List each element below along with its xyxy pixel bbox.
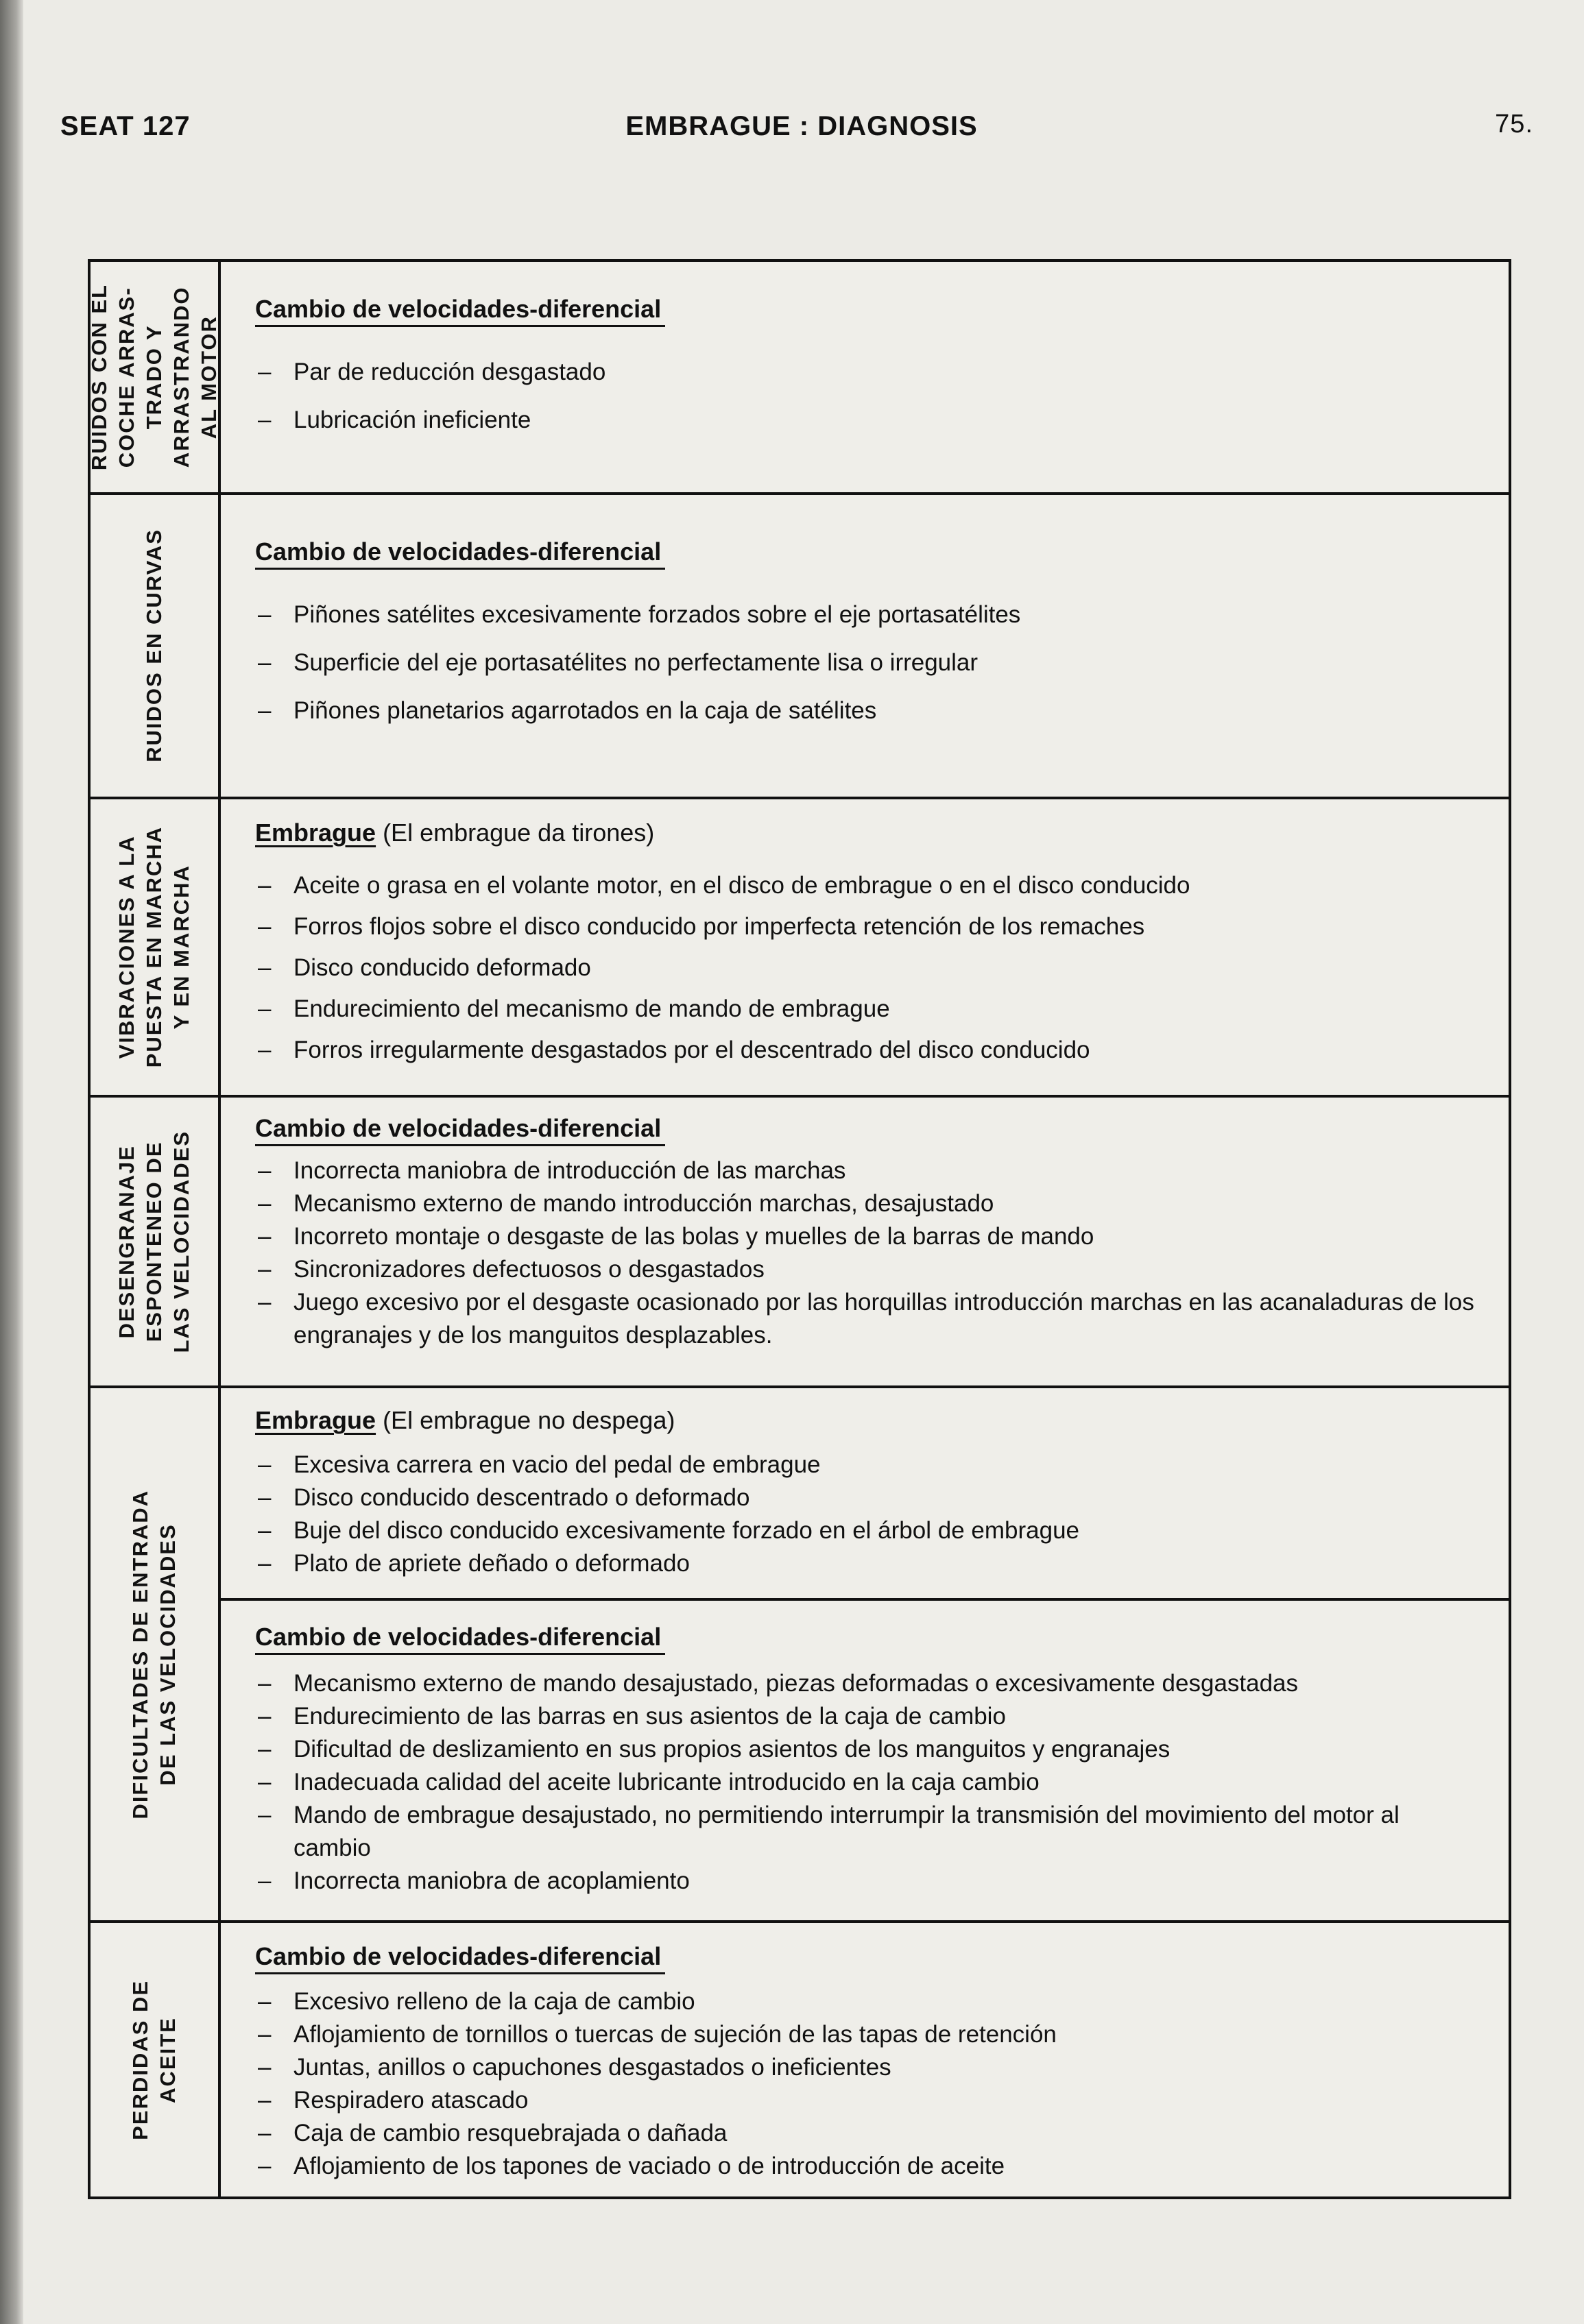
category-label: VIBRACIONES A LA PUESTA EN MARCHA Y EN MARCHA bbox=[115, 826, 193, 1068]
book-binding-edge bbox=[0, 0, 23, 2324]
list-item: – Excesivo relleno de la caja de cambio bbox=[255, 1985, 1481, 2018]
list-item: – Incorreto montaje o desgaste de las bolas y muelles de la barras de mando bbox=[255, 1220, 1481, 1253]
section-title: Cambio de velocidades-diferencial bbox=[255, 1621, 665, 1655]
list-item: – Superficie del eje portasatélites no perfectamente lisa o irregular bbox=[255, 646, 1481, 679]
list-item: – Lubricación ineficiente bbox=[255, 404, 1481, 437]
list-item: – Piñones planetarios agarrotados en la caja de satélites bbox=[255, 694, 1481, 727]
list-item: – Sincronizadores defectuosos o desgastados bbox=[255, 1253, 1481, 1286]
list-item: – Forros flojos sobre el disco conducido por imperfecta retención de los remaches bbox=[255, 910, 1481, 943]
issue-list bbox=[255, 1154, 1481, 1352]
section-block bbox=[221, 1098, 1509, 1385]
section-block bbox=[221, 262, 1509, 492]
section-title: Cambio de velocidades-diferencial bbox=[255, 1941, 665, 1974]
category-label: PERDIDAS DE ACEITE bbox=[128, 1979, 180, 2140]
page-number: 75. bbox=[1495, 110, 1533, 138]
table-row bbox=[87, 262, 1509, 492]
row-category bbox=[91, 495, 221, 797]
list-item: – Dificultad de deslizamiento en sus propios asientos de los manguitos y engranajes bbox=[255, 1733, 1481, 1766]
section-block bbox=[221, 799, 1509, 1096]
list-item: – Disco conducido deformado bbox=[255, 952, 1481, 984]
row-category bbox=[91, 1098, 221, 1385]
list-item: – Aflojamiento de tornillos o tuercas de sujeción de las tapas de retención bbox=[255, 2018, 1481, 2051]
issue-list bbox=[255, 1449, 1481, 1580]
list-item: – Aflojamiento de los tapones de vaciado o de introducción de aceite bbox=[255, 2150, 1481, 2183]
category-label: RUIDOS CON EL COCHE ARRAS- TRADO Y ARRASTRANDO AL MOTOR bbox=[87, 283, 221, 471]
list-item: – Respiradero atascado bbox=[255, 2084, 1481, 2117]
section-block bbox=[221, 1388, 1509, 1598]
row-category bbox=[87, 262, 221, 492]
list-item: – Disco conducido descentrado o deformado bbox=[255, 1481, 1481, 1514]
section-title: Cambio de velocidades-diferencial bbox=[255, 293, 665, 327]
list-item: – Par de reducción desgastado bbox=[255, 356, 1481, 389]
section-title bbox=[255, 1405, 675, 1436]
table-row bbox=[91, 1095, 1509, 1385]
list-item: – Aceite o grasa en el volante motor, en el disco de embrague o en el disco conducido bbox=[255, 869, 1481, 902]
category-label: DESENGRANAJE ESPONTENEO DE LAS VELOCIDADES bbox=[115, 1130, 193, 1353]
row-category bbox=[91, 1923, 221, 2196]
table-row bbox=[91, 492, 1509, 797]
issue-list bbox=[255, 869, 1481, 1067]
section-block bbox=[221, 495, 1509, 797]
table-row bbox=[91, 1385, 1509, 1920]
page-title: EMBRAGUE : DIAGNOSIS bbox=[625, 111, 978, 141]
row-category bbox=[91, 1388, 221, 1920]
list-item: – Juntas, anillos o capuchones desgastados o ineficientes bbox=[255, 2051, 1481, 2084]
list-item: – Incorrecta maniobra de introducción de las marchas bbox=[255, 1154, 1481, 1187]
list-item: – Endurecimiento del mecanismo de mando de embrague bbox=[255, 993, 1481, 1026]
category-label: DIFICULTADES DE ENTRADA DE LAS VELOCIDADES bbox=[128, 1489, 180, 1819]
section-title-main: Embrague bbox=[255, 818, 376, 847]
list-item: – Inadecuada calidad del aceite lubricante introducido en la caja cambio bbox=[255, 1766, 1481, 1799]
list-item: – Caja de cambio resquebrajada o dañada bbox=[255, 2117, 1481, 2150]
list-item: – Incorrecta maniobra de acoplamiento bbox=[255, 1865, 1481, 1898]
category-label: RUIDOS EN CURVAS bbox=[142, 529, 166, 763]
list-item: – Excesiva carrera en vacio del pedal de embrague bbox=[255, 1449, 1481, 1481]
list-item: – Mando de embrague desajustado, no permitiendo interrumpir la transmisión del movimiento del motor al cambio bbox=[255, 1799, 1481, 1865]
list-item: – Endurecimiento de las barras en sus asientos de la caja de cambio bbox=[255, 1700, 1481, 1733]
section-block bbox=[221, 1923, 1509, 2196]
list-item: – Forros irregularmente desgastados por el descentrado del disco conducido bbox=[255, 1034, 1481, 1067]
list-item: – Plato de apriete deñado o deformado bbox=[255, 1547, 1481, 1580]
section-title bbox=[255, 817, 654, 849]
issue-list bbox=[255, 356, 1481, 437]
page-header bbox=[60, 103, 1543, 158]
section-title-main: Embrague bbox=[255, 1406, 376, 1435]
header-model: SEAT 127 bbox=[60, 111, 191, 141]
issue-list bbox=[255, 598, 1481, 727]
table-row bbox=[91, 797, 1509, 1096]
table-row bbox=[91, 1920, 1509, 2196]
list-item: – Mecanismo externo de mando desajustado, piezas deformadas o excesivamente desgastadas bbox=[255, 1667, 1481, 1700]
list-item: – Mecanismo externo de mando introducción marchas, desajustado bbox=[255, 1187, 1481, 1220]
row-category bbox=[91, 799, 221, 1096]
section-title-note: (El embrague da tirones) bbox=[383, 818, 655, 847]
section-title: Cambio de velocidades-diferencial bbox=[255, 1113, 665, 1146]
issue-list bbox=[255, 1985, 1481, 2183]
diagnosis-table bbox=[88, 259, 1511, 2199]
issue-list bbox=[255, 1667, 1481, 1898]
list-item: – Juego excesivo por el desgaste ocasionado por las horquillas introducción marchas en las acanaladuras de los engranajes y de los manguitos desplazables. bbox=[255, 1286, 1481, 1352]
section-block bbox=[221, 1598, 1509, 1920]
list-item: – Piñones satélites excesivamente forzados sobre el eje portasatélites bbox=[255, 598, 1481, 631]
section-title-note: (El embrague no despega) bbox=[383, 1406, 675, 1435]
section-title: Cambio de velocidades-diferencial bbox=[255, 536, 665, 570]
list-item: – Buje del disco conducido excesivamente forzado en el árbol de embrague bbox=[255, 1514, 1481, 1547]
